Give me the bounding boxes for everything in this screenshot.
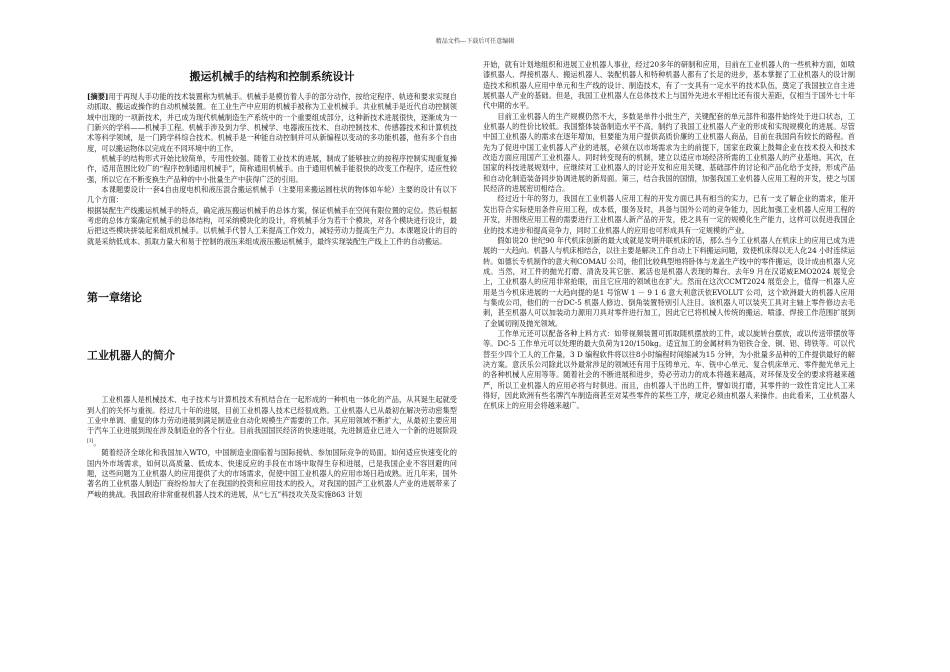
right-paragraph-2: 目前工业机器人的生产规模仍然不大，多数是单件小批生产，关键配套的单元部件和器件始终处于进口状态，工业机器人的性价比较低。我国整体装备制造水平不高，制约了我国工业机器人产业的形成和实现规模化的进展。尽管中国工业机器人的需求在逐年增加，但要能为用户提供高质价廉的工业机器人商品，目前在我国尚有较长的路程。首先为了促进中国工业机器人产业的进展，必须在以市场需求为主的前提下，国家在政策上鼓舞企业在技术投入和技术改造方面应用国产工业机器人。同时转变现有的机制，建立以适应市场经济所需的工业机器人的产业基地。其次，在国家的科技进展规划中，应继续对工业机器人的讨论开发和应用关键、基础部件的讨论和产品化给予支持，形成产品和自动化制造装备同步协调进展的新局面。第三，结合我国的国情，加强我国工业机器人应用工程的开发，使之与国民经济的进展密切相结合。	[483, 111, 855, 194]
section-heading: 工业机器人的简介	[87, 349, 175, 363]
page-header: 精品文档---下载后可任意编辑	[435, 38, 515, 45]
right-paragraph-5: 工作单元还可以配备各种上料方式：如带视频装置可抓取随机摆放的工件，或以旋转台摆放，或以传送带摆放等等。DC-5 工作单元可以处理的最大负荷为120/150kg。适宜加工的金属材料为铝铁合金、铜、铝、铸铁等。可以代替至少四个工人的工作量，3 D 编程软件将以往8小时编程时间缩减为15 分钟，为小批量多品种的工件提供最好的解决方案。意沃乐公司除此以外最常涉足的领域还有用于压铸单元、车、铣中心单元、复合机床单元、零件抛光单元上的各种机械人应用等等。随着社会的不断进展和进步，势必劳动力的成本将越来越高，对环保及安全的要求将越来越严，所以工业机器人的应用必将与时俱进。而且，由机器人干出的工件，譬如说打磨，其零件的一致性肯定比人工来得好，因此欧洲有些名牌汽车制造商甚至对某些零件的某些工序，规定必须由机器人来操作。由此看来，工业机器人在机床上的应用会将越来越广。	[483, 328, 855, 411]
abstract-paragraph-4: 根据装配生产线搬运机械手的特点，确定液压搬运机械手的总体方案，保证机械手在空间有限位置的定位。然后根据考虑的总体方案确定机械手的总体结构，可采纳模块化的设计，将机械手分为若干个模块，对各个模块进行设计，最后把这些模块拼装起来组成机械手。以机械手代替人工来提高工作效力，减轻劳动力提高生产力。本课题设计的目的就是采纳低成本、抓取力量大和易于控制的液压来组成液压搬运机械手，最终实现装配生产线上工件的自动搬运。	[87, 205, 457, 246]
right-paragraph-1: 开始，就有计划地组织和进展工业机器人事业，经过20多年的研制和应用，目前在工业机器人的一些机种方面，如喷漆机器人、焊接机器人、搬运机器人、装配机器人和特种机器人都有了长足的进步，基本掌握了工业机器人的设计制造技术和机器人应用中单元和生产线的设计、制造技术，有了一支具有一定水平的技术队伍，奠定了我国独立自主进展机器人产业的基础。但是，我国工业机器人在总体技术上与国外先进水平相比还有很大差距，仅相当于国外七十年代中期的水平。	[483, 60, 855, 111]
abstract-paragraph-2: 机械手的结构形式开始比较简单，专用性较强。随着工业技术的进展，制成了能够独立的按程序控制实现重复操作，适用范围比较广的“程序控制通用机械手”，简称通用机械手。由于通用机械手能很快的改变工作程序，适应性较强，所以它在不断变换生产品种的中小批量生产中获得广泛的引用。	[87, 154, 457, 184]
section-paragraph-2: 随着经济全球化和我国加入WTO，中国制造业面临着与国际接轨、参加国际竞争的局面。如何适应快速变化的国内外市场需求，如何以高质量、低成本、快速反应的手段在市场中取得生存和进展，已是我国企业不容回避的问题，这些问题为工业机器人的应用提供了大的市场需求，促使中国工业机器人的应用市场日趋成熟。近几年来，国外著名的工业机器人制造厂商纷纷加大了在我国的投资和应用技术的投入，对我国的国产工业机器人产业的进展带来了严峻的挑战。我国政府非常重视机器人技术的进展，从“七五”科技攻关及实施863 计划	[87, 448, 457, 499]
section-paragraph-1	[87, 395, 457, 448]
section-text-1: 工业机器人是机械技术、电子技术与计算机技术有机结合在一起形成的一种机电一体化的产品，从其诞生起就受到人们的关怀与重视。经过几十年的进展，目前工业机器人技术已经很成熟。工业机器人已从最初在解决劳动密集型工业中单调、重复的体力劳动进展到满足制造业自动化规模生产需要的工作。其应用领域不断扩大，从最初主要应用于汽车工业进展到现在涉及制造业的各个行业。目前我国国民经济的快速进展，先进制造业已进入一个新的进展阶段	[87, 395, 457, 436]
section-text-1-end: 。	[93, 437, 101, 447]
right-paragraph-3: 经过近十年的努力，我国在工业机器人应用工程的开发方面已具有相当的实力，已有一支了解企业的需求，能开发出符合实际使用条件应用工程，成本低，服务及时，具备与国外公司的竞争能力，因此加强工业机器人应用工程的开发，并围绕应用工程的需要进行工业机器人新产品的开发，使之具有一定的规模化生产能力，这样可以促进我国企业的技术进步和提高竞争力，同时工业机器人的应用也可形成具有一定规模的产业。	[483, 194, 855, 235]
document-title: 搬运机械手的结构和控制系统设计	[189, 70, 355, 83]
abstract-text-1: 用于再现人手功能的技术装置称为机械手。机械手是模仿着人手的部分动作，按给定程序、轨迹和要求实现自动抓取、搬运或操作的自动机械装置。在工业生产中应用的机械手被称为工业机械手。共业机械手是近代自动控制领域中出现的一项新技术，并已成为现代机械制造生产系统中的一个重要组成部分，这种新技术进展很快，逐渐成为一门新兴的学科——机械手工程。机械手涉及到力学、机械学、电器液压技术、自动控制技术、传感器技术和计算机技术等科学领域，是一门跨学科综合技术。机械手是一种能自动控制并可从新编程以变动的多功能机器，他有多个自由度，可以搬运物体以完成在不同环境中的工作。	[87, 92, 457, 153]
chapter-heading: 第一章绪论	[87, 291, 142, 305]
abstract-label: [摘要]	[87, 92, 109, 101]
citation-ref[interactable]: [1]	[87, 438, 94, 444]
right-paragraph-4: 假如说20 世纪90 年代机床创新的最大成就是发明并联机床的话，那么当今工业机器人在机床上的应用已成为进展的一大趋向。机器人与机床相结合，以往主要是解决工件自动上下料搬运问题，致使机床得以无人化24 小时连续运转。如德长专机制作的意大利COMAU 公司，他们比较典型地将卧体与龙盖生产线中的零件搬运，设计成由机器人完成。当然，对工件的抛光打磨、清洗及其它脏、累活也是机器人表现的舞台。去年9 月在汉诺威EMO2024 展览会上，工业机器人的应用非常抢眼，而且它应用的领域也在扩大。然而在这次CCMT2024 展览会上，值得一机器人应用是当今机床进展的一大趋向提的是1 号馆W 1 － 9 1 6 意大利意沃依EVOLUT 公司，这个欧洲最大的机器人应用与集成公司，他们的一台DC-5 机器人修边、倒角装置特别引人注目。该机器人可以装夹工具对主轴上零件修边去毛刺，甚至机器人可以加装动力源用刀具对零件进行加工，因此它已将机械人传统的搬运、喷漆、焊接工作范围扩展到了金属切削及抛光领域。	[483, 235, 855, 328]
abstract-paragraph-3: 本课题要设计一套4自由度电机和液压混合搬运机械手（主要用来搬运圆柱状的物体如车轮）主要的设计有以下几个方面：	[87, 185, 457, 205]
right-column	[483, 60, 855, 412]
left-column	[87, 58, 457, 500]
abstract-paragraph-1	[87, 92, 457, 154]
